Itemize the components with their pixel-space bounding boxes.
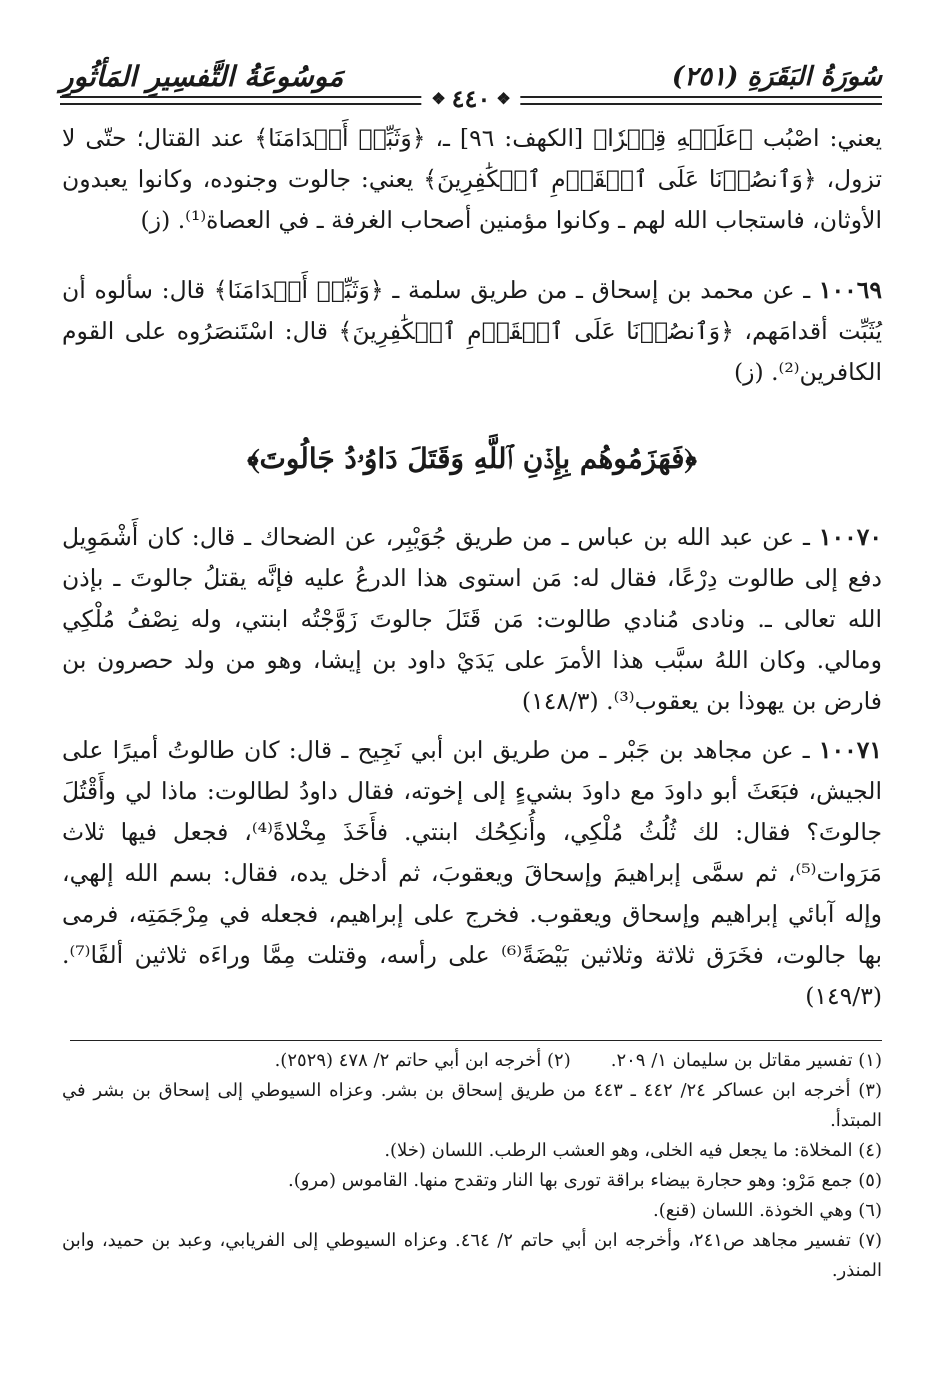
footnote-7: (٧) تفسير مجاهد ص٢٤١، وأخرجه ابن أبي حاتم ٢/ ٤٦٤. وعزاه السيوطي إلى الفريابي، وعبد بن حميد، وابن المنذر.: [62, 1230, 883, 1281]
page-header: [60, 56, 882, 113]
narration-number: ١٠٠٦٩: [818, 276, 882, 304]
paragraph-text: ـ عن عبد الله بن عباس ـ من طريق جُوَيْبِر، عن الضحاك ـ قال: كان أَشْمَوِيل دفع إلى طالوت دِرْعًا، فقال له: مَن استوى هذا الدرعُ عليه فإنَّه يقتلُ جالوتَ ـ بإذن الله تعالى ـ. ونادى مُنادي طالوت: مَن قَتَلَ جالوتَ زَوَّجْتُه ابنتي، وله نِصْفُ مُلْكِي ومالي. وكان اللهُ سبَّب هذا الأمرَ على يَدَيْ داود بن إيشا، وهو من ولد حصرون بن فارض بن يهوذا بن يعقوب⁽³⁾. (١٤٨/٣): [62, 523, 882, 715]
footnotes: [62, 1046, 882, 1286]
page-number: ٤٤٠: [451, 84, 491, 113]
page-number-box: [421, 84, 520, 113]
footnote-2: (٢) أخرجه ابن أبي حاتم ٢/ ٤٧٨ (٢٥٢٩).: [274, 1050, 571, 1071]
encyclopedia-title: مَوسُوعَةُ التَّفسِيرِ المَأثُورِ: [60, 60, 344, 93]
paragraph-text: ـ عن مجاهد بن جَبْر ـ من طريق ابن أبي نَجِيح ـ قال: كان طالوتُ أميرًا على الجيش، فبَعَثَ أبو داودَ مع داودَ بشيءٍ إلى إخوته، فقال داودُ لطالوت: ماذا لي وأَقْتُلَ جالوتَ؟ فقال: لك ثُلُثُ مُلْكِي، وأُنكِحُك ابنتي. فأَخَذَ مِخْلاةً⁽⁴⁾، فجعل فيها ثلاث مَرَوات⁽⁵⁾، ثم سمَّى إبراهيمَ وإسحاقَ ويعقوبَ، ثم أدخل يده، فقال: بسم الله إلهي، وإله آبائي إبراهيم وإسحاق ويعقوب. فخرج على إبراهيم، فجعله في مِرْجَمَتِه، فرمى بها جالوت، فخَرَق ثلاثة وثلاثين بَيْضَةً⁽⁶⁾ على رأسه، وقتلت مِمَّا وراءَه ثلاثين ألفًا⁽⁷⁾. (١٤٩/٣): [62, 736, 883, 1010]
footnote-1: (١) تفسير مقاتل بن سليمان ١/ ٢٠٩.: [610, 1050, 882, 1071]
paragraph-text: ـ عن محمد بن إسحاق ـ من طريق سلمة ـ ﴿وَثَبِّتۡ أَقۡدَامَنَا﴾ قال: سألوه أن يُثَبِّت أقدامَهم، ﴿وَٱنصُرۡنَا عَلَى ٱلۡقَوۡمِ ٱلۡكَٰفِرِينَ﴾ قال: اسْتَنصَرُوه على القوم الكافرين⁽²⁾. (ز): [62, 276, 882, 386]
sura-title: سُورَةُ البَقَرَةِ (٢٥١): [671, 62, 882, 92]
footnote-4: (٤) المخلاة: ما يجعل فيه الخلى، وهو العشب الرطب. اللسان (خلا).: [384, 1140, 882, 1161]
narration-number: ١٠٠٧٠: [818, 523, 882, 551]
footnote-row: [62, 1046, 882, 1076]
footnote-6: (٦) وهي الخوذة. اللسان (قنع).: [653, 1200, 882, 1221]
ornament-icon: ❖: [496, 89, 511, 108]
paragraph-continuation: [62, 118, 882, 241]
verse-heading: ﴿فَهَزَمُوهُم بِإِذۡنِ ٱللَّهِ وَقَتَلَ دَاوُۥدُ جَالُوتَ﴾: [247, 442, 697, 475]
narration-10070: [62, 517, 882, 722]
paragraph-text: يعني: اصْبُب ﴿عَلَيۡهِ قِطۡرٗا﴾ [الكهف: ٩٦] ـ، ﴿وَثَبِّتۡ أَقۡدَامَنَا﴾ عند القتال؛ حتّى لا تزول، ﴿وَٱنصُرۡنَا عَلَى ٱلۡقَوۡمِ ٱلۡكَٰفِرِينَ﴾ يعني: جالوت وجنوده، وكانوا يعبدون الأوثان، فاستجاب الله لهم ـ وكانوا مؤمنين أصحاب الغرفة ـ في العصاة⁽¹⁾. (ز): [62, 124, 882, 234]
narration-10069: [62, 270, 882, 393]
footnote-5: (٥) جمع مَرْو: وهو حجارة بيضاء براقة تورى بها النار وتقدح منها. القاموس (مرو).: [287, 1170, 882, 1191]
ornament-icon: ❖: [431, 89, 446, 108]
footnote-rule: [70, 1040, 882, 1041]
footnote-3: (٣) أخرجه ابن عساكر ٢٤/ ٤٤٢ ـ ٤٤٣ من طريق إسحاق بن بشر. وعزاه السيوطي إلى إسحاق بن بشر في المبتدأ.: [62, 1080, 882, 1131]
narration-10071: [62, 730, 882, 1017]
narration-number: ١٠٠٧١: [818, 736, 882, 764]
